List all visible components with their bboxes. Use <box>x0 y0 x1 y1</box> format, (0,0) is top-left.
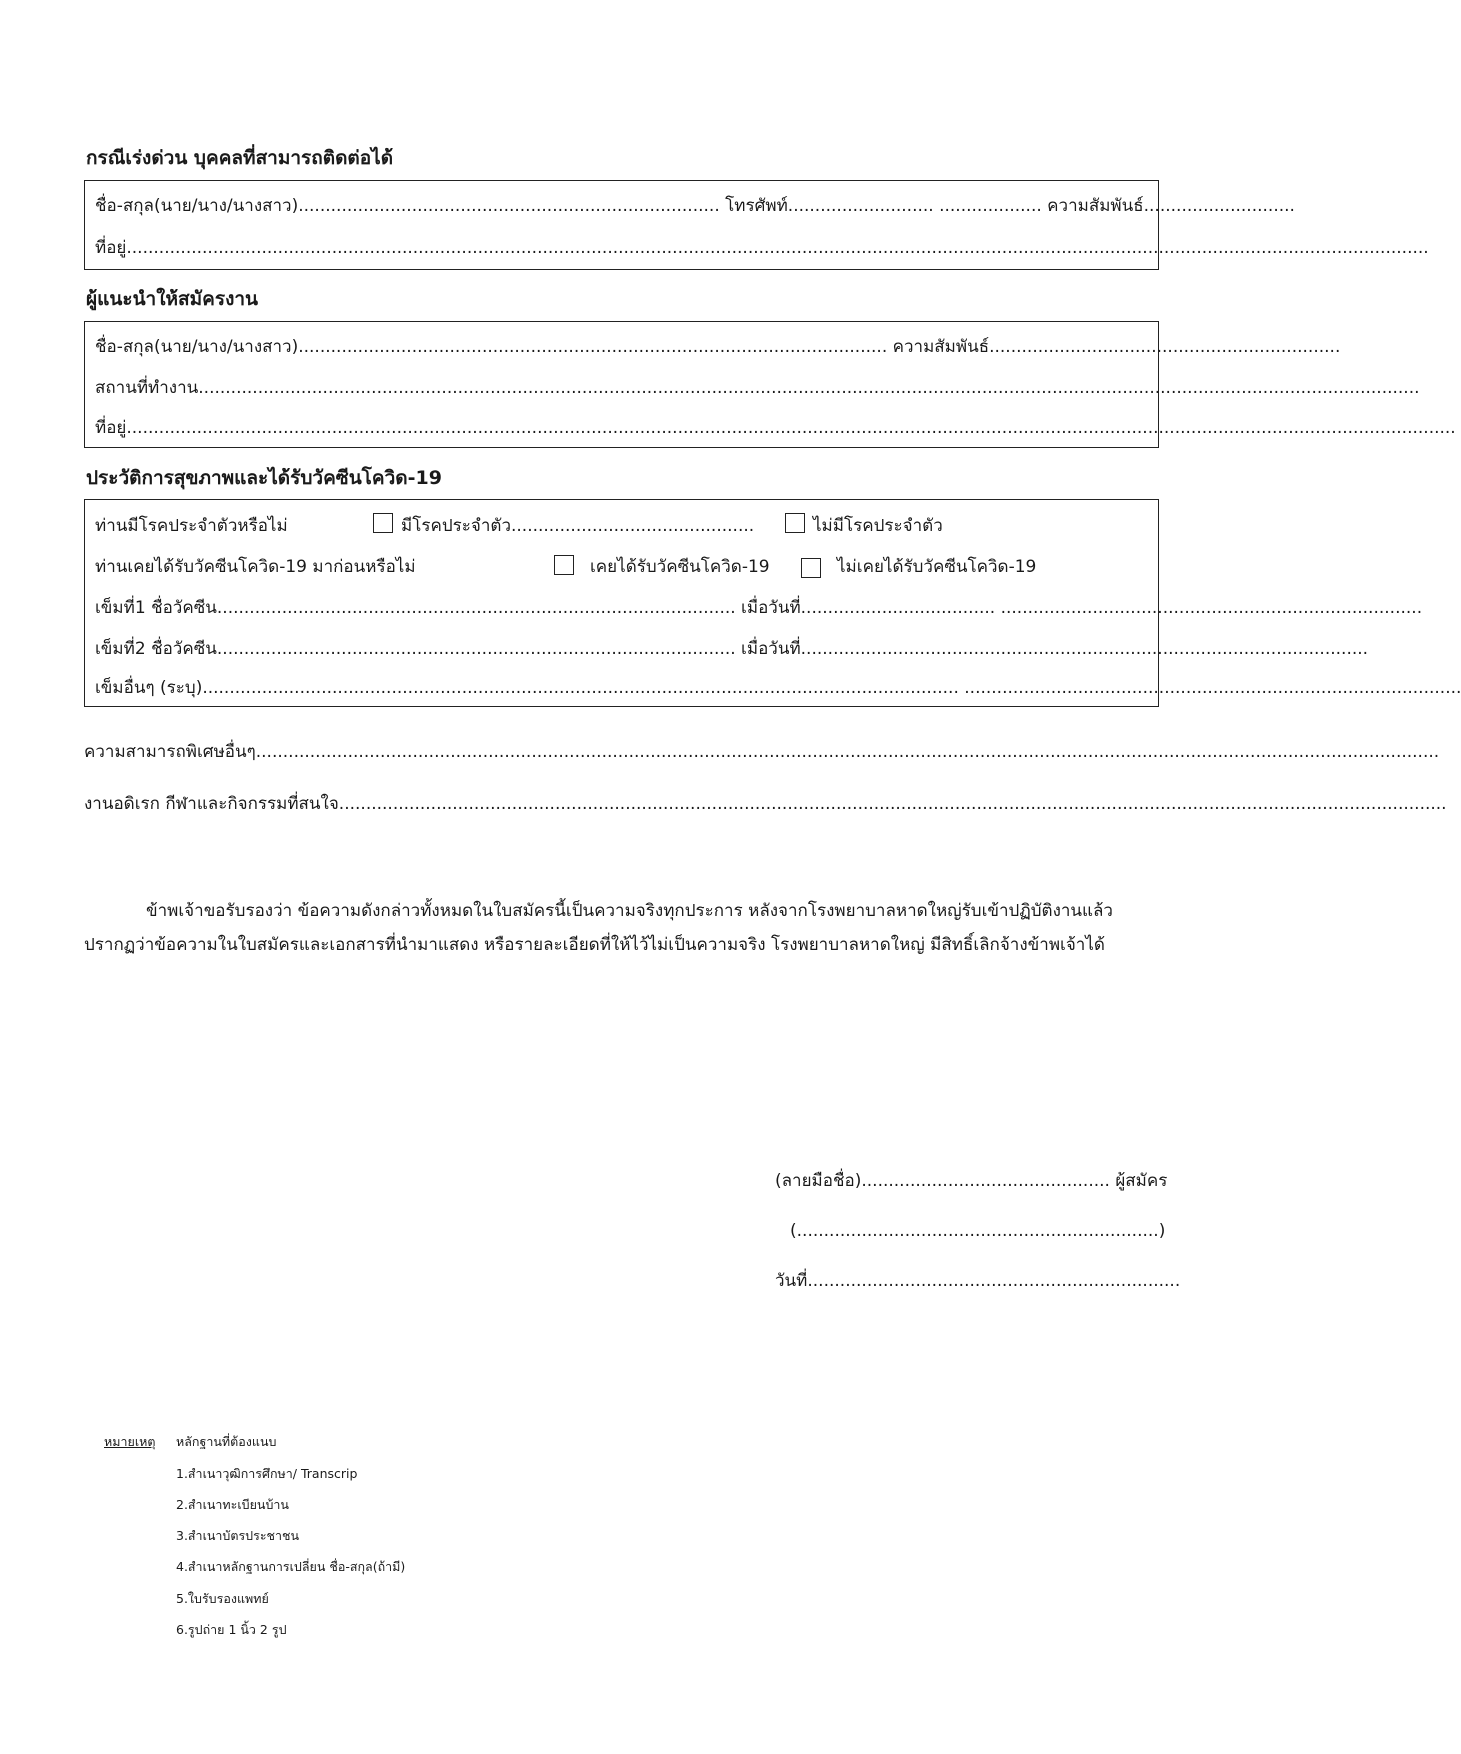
applicant-printed-name-field[interactable]: (...................................................................) <box>790 1221 1166 1241</box>
emergency-contact-box <box>84 180 1429 270</box>
dose1-field[interactable]: เข็มที่1 ชื่อวัคซีน................................................................................................ เมื่อวันที่.................................... .............................................................................. <box>95 598 1423 618</box>
health-heading: ประวัติการสุขภาพและได้รับวัคซีนโควิด-19 <box>86 467 442 489</box>
vaccinated-label: เคยได้รับวัคซีนโควิด-19 <box>590 557 770 577</box>
note-item: 1.สำเนาวุฒิการศึกษา/ Transcrip <box>176 1466 358 1481</box>
note-item: 3.สำเนาบัตรประชาชน <box>176 1528 300 1543</box>
notes-label: หมายเหตุ <box>104 1434 156 1449</box>
referrer-heading: ผู้แนะนำให้สมัครงาน <box>86 288 259 310</box>
health-box <box>84 499 1461 707</box>
not-vaccinated-label: ไม่เคยได้รับวัคซีนโควิด-19 <box>837 557 1037 577</box>
note-item: 6.รูปถ่าย 1 นิ้ว 2 รูป <box>176 1622 287 1637</box>
other-dose-field[interactable]: เข็มอื่นๆ (ระบุ)............................................................................................................................................ ............................................................................................ <box>95 678 1461 698</box>
note-item: 4.สำเนาหลักฐานการเปลี่ยน ชื่อ-สกุล(ถ้ามี) <box>176 1559 406 1574</box>
chronic-disease-question: ท่านมีโรคประจำตัวหรือไม่ <box>95 516 288 536</box>
special-skills-field[interactable]: ความสามารถพิเศษอื่นๆ........................................................................................................................................................................................................................... <box>84 742 1440 762</box>
declaration-line-2: ปรากฏว่าข้อความในใบสมัครและเอกสารที่นำมาแสดง หรือรายละเอียดที่ให้ไว้ไม่เป็นความจริง โรงพยาบาลหาดใหญ่ มีสิทธิ์เลิกจ้างข้าพเจ้าได้ <box>84 935 1105 955</box>
referrer-box <box>84 321 1456 448</box>
emergency-contact-heading: กรณีเร่งด่วน บุคคลที่สามารถติดต่อได้ <box>86 147 394 169</box>
signature-date-field[interactable]: วันที่..................................................................... <box>775 1271 1181 1291</box>
vaccinated-checkbox[interactable] <box>554 555 574 575</box>
no-disease-checkbox[interactable] <box>785 513 805 533</box>
has-disease-checkbox[interactable] <box>373 513 393 533</box>
referrer-workplace-field[interactable]: สถานที่ทำงาน.................................................................................................................................................................................................................................. <box>95 378 1420 398</box>
vaccine-question: ท่านเคยได้รับวัคซีนโควิด-19 มาก่อนหรือไม่ <box>95 557 416 577</box>
hobbies-field[interactable]: งานอดิเรก กีฬาและกิจกรรมที่สนใจ............................................................................................................................................................................................................. <box>84 794 1447 814</box>
dose2-field[interactable]: เข็มที่2 ชื่อวัคซีน................................................................................................ เมื่อวันที่......................................................................................................... <box>95 639 1369 659</box>
emergency-address-field[interactable]: ที่อยู่................................................................................................................................................................................................................................................. <box>95 238 1429 258</box>
emergency-name-phone-relation-field[interactable]: ชื่อ-สกุล(นาย/นาง/นางสาว).............................................................................. โทรศัพท์........................... ................... ความสัมพันธ์............................ <box>95 196 1295 216</box>
has-disease-label: มีโรคประจำตัว............................................. <box>401 516 755 536</box>
applicant-signature-field[interactable]: (ลายมือชื่อ).............................................. ผู้สมัคร <box>775 1171 1168 1191</box>
no-disease-label: ไม่มีโรคประจำตัว <box>813 516 943 536</box>
referrer-address-field[interactable]: ที่อยู่...................................................................................................................................................................................................................................................... <box>95 418 1456 438</box>
referrer-name-relation-field[interactable]: ชื่อ-สกุล(นาย/นาง/นางสาว)............................................................................................................. ความสัมพันธ์................................................................. <box>95 337 1341 357</box>
notes-intro: หลักฐานที่ต้องแนบ <box>176 1434 277 1449</box>
not-vaccinated-checkbox[interactable] <box>801 558 821 578</box>
note-item: 5.ใบรับรองแพทย์ <box>176 1591 269 1606</box>
note-item: 2.สำเนาทะเบียนบ้าน <box>176 1497 289 1512</box>
declaration-line-1: ข้าพเจ้าขอรับรองว่า ข้อความดังกล่าวทั้งหมดในใบสมัครนี้เป็นความจริงทุกประการ หลังจากโรงพยาบาลหาดใหญ่รับเข้าปฏิบัติงานแล้ว <box>146 901 1113 921</box>
